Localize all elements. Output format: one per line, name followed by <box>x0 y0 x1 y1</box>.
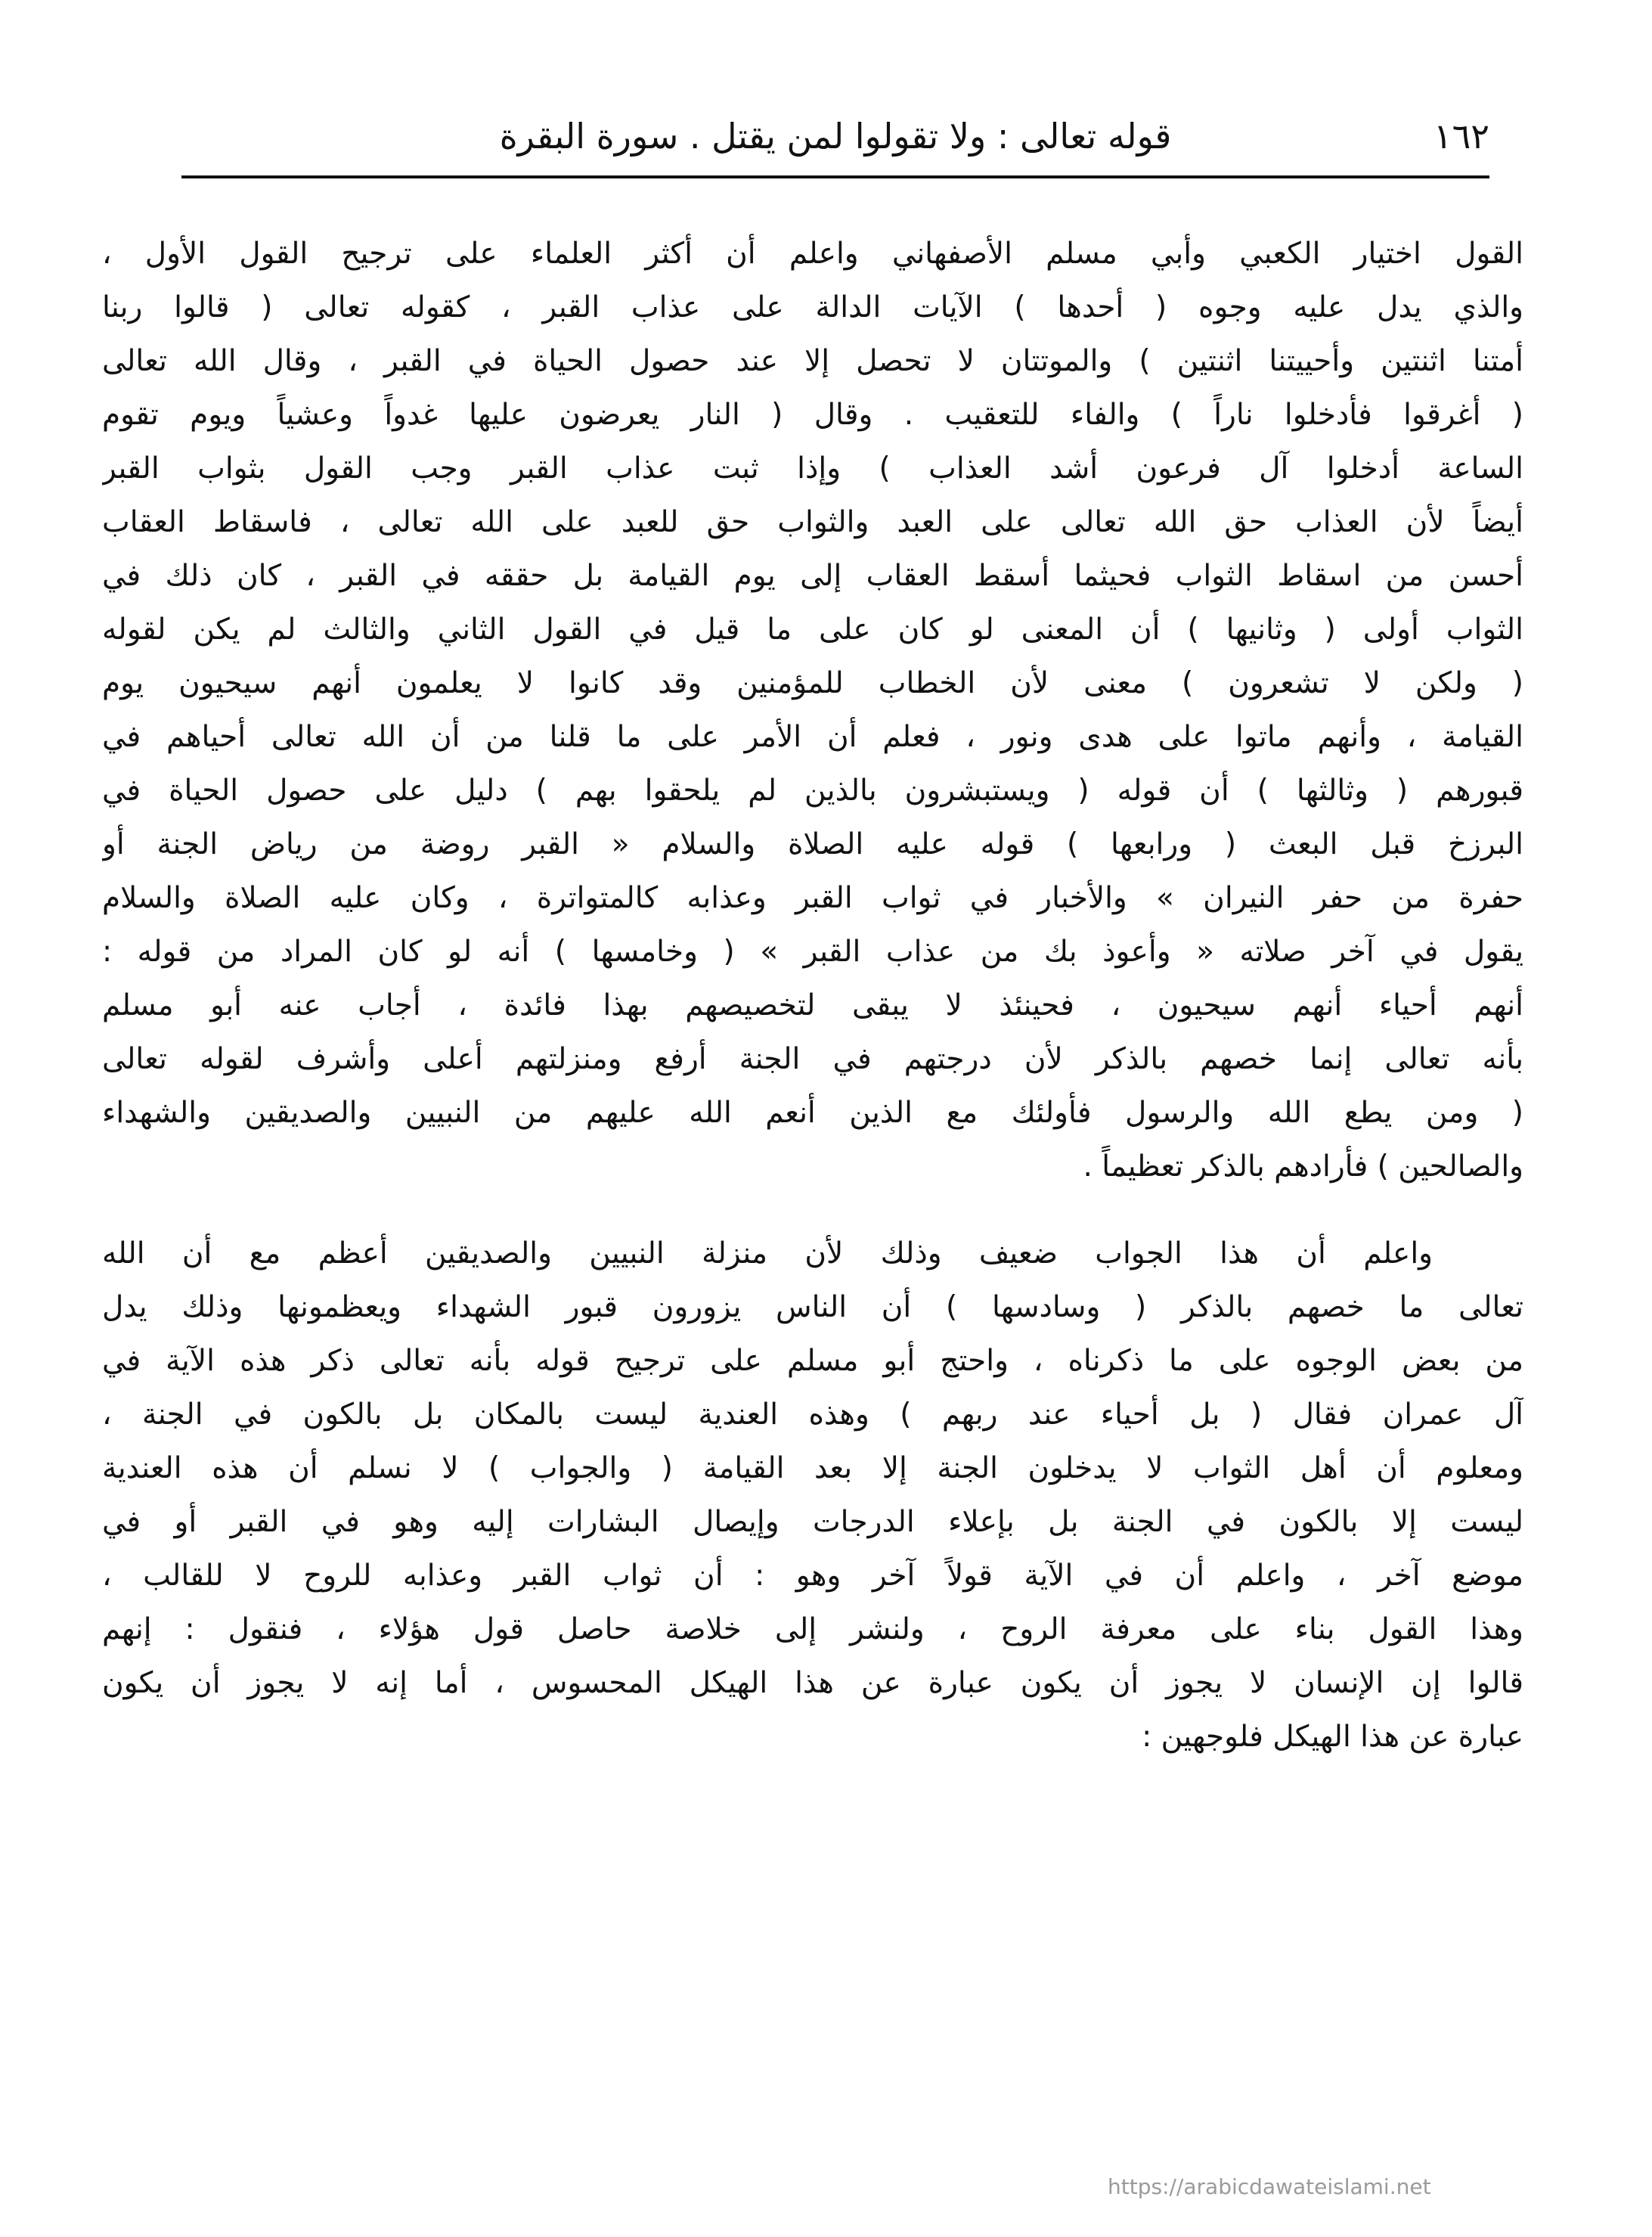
text-line: تعالى ما خصهم بالذكر ( وسادسها ) أن الناس يزورون قبور الشهداء ويعظمونها وذلك يدل <box>102 1290 1523 1324</box>
header-rule <box>181 175 1489 178</box>
text-line: والذي يدل عليه وجوه ( أحدها ) الآيات الدالة على عذاب القبر ، كقوله تعالى ( قالوا ربنا <box>102 290 1523 324</box>
text-line: ( ولكن لا تشعرون ) معنى لأن الخطاب للمؤمنين وقد كانوا لا يعلمون أنهم سيحيون يوم <box>102 666 1523 700</box>
text-line: ليست إلا بالكون في الجنة بل بإعلاء الدرجات وإيصال البشارات إليه وهو في القبر أو في <box>102 1505 1523 1539</box>
text-line: والصالحين ) فأرادهم بالذكر تعظيماً . <box>1083 1150 1523 1184</box>
text-line: أنهم أحياء أنهم سيحيون ، فحينئذ لا يبقى لتخصيصهم بهذا فائدة ، أجاب عنه أبو مسلم <box>102 988 1523 1022</box>
text-line: قبورهم ( وثالثها ) أن قوله ( ويستبشرون بالذين لم يلحقوا بهم ) دليل على حصول الحياة في <box>102 774 1523 808</box>
text-line: حفرة من حفر النيران » والأخبار في ثواب القبر وعذابه كالمتواترة ، وكان عليه الصلاة والسلام <box>102 881 1523 915</box>
watermark-url: https://arabicdawateislami.net <box>1108 2174 1431 2199</box>
text-line: يقول في آخر صلاته « وأعوذ بك من عذاب القبر » ( وخامسها ) أنه لو كان المراد من قوله : <box>102 935 1523 969</box>
body-text <box>102 227 1523 1764</box>
text-line: القول اختيار الكعبي وأبي مسلم الأصفهاني واعلم أن أكثر العلماء على ترجيح القول الأول ، <box>102 237 1523 271</box>
text-line: الساعة أدخلوا آل فرعون أشد العذاب ) وإذا ثبت عذاب القبر وجب القول بثواب القبر <box>102 451 1523 486</box>
page-number: ١٦٢ <box>1433 116 1489 157</box>
text-line: أيضاً لأن العذاب حق الله تعالى على العبد والثواب حق للعبد على الله تعالى ، فاسقاط العقاب <box>102 505 1523 539</box>
text-line: ( أغرقوا فأدخلوا ناراً ) والفاء للتعقيب . وقال ( النار يعرضون عليها غدواً وعشياً ويوم تقوم <box>102 398 1523 432</box>
text-line: ( ومن يطع الله والرسول فأولئك مع الذين أنعم الله عليهم من النبيين والصديقين والشهداء <box>102 1096 1523 1130</box>
text-line: الثواب أولى ( وثانيها ) أن المعنى لو كان على ما قيل في القول الثاني والثالث لم يكن لقوله <box>102 613 1523 647</box>
text-line: بأنه تعالى إنما خصهم بالذكر لأن درجتهم في الجنة أرفع ومنزلتهم أعلى وأشرف لقوله تعالى <box>102 1042 1523 1076</box>
text-line: أمتنا اثنتين وأحييتنا اثنتين ) والموتتان لا تحصل إلا عند حصول الحياة في القبر ، وقال الله تعالى <box>102 344 1523 378</box>
text-line: القيامة ، وأنهم ماتوا على هدى ونور ، فعلم أن الأمر على ما قلنا من أن الله تعالى أحياهم في <box>102 720 1523 754</box>
text-line: ومعلوم أن أهل الثواب لا يدخلون الجنة إلا بعد القيامة ( والجواب ) لا نسلم أن هذه العندية <box>102 1451 1523 1485</box>
text-line: البرزخ قبل البعث ( ورابعها ) قوله عليه الصلاة والسلام « القبر روضة من رياض الجنة أو <box>102 827 1523 861</box>
text-line: آل عمران فقال ( بل أحياء عند ربهم ) وهذه العندية ليست بالمكان بل بالكون في الجنة ، <box>102 1398 1523 1432</box>
text-line: أحسن من اسقاط الثواب فحيثما أسقط العقاب إلى يوم القيامة بل حققه في القبر ، كان ذلك في <box>102 559 1523 593</box>
text-line: قالوا إن الإنسان لا يجوز أن يكون عبارة عن هذا الهيكل المحسوس ، أما إنه لا يجوز أن يكون <box>102 1666 1523 1700</box>
paragraph-gap <box>102 1193 1523 1227</box>
text-line: موضع آخر ، واعلم أن في الآية قولاً آخر وهو : أن ثواب القبر وعذابه للروح لا للقالب ، <box>102 1559 1523 1593</box>
text-line: من بعض الوجوه على ما ذكرناه ، واحتج أبو مسلم على ترجيح قوله بأنه تعالى ذكر هذه الآية في <box>102 1344 1523 1378</box>
paragraph-1 <box>102 227 1523 1193</box>
text-line: وهذا القول بناء على معرفة الروح ، ولنشر إلى خلاصة حاصل قول هؤلاء ، فنقول : إنهم <box>102 1612 1523 1646</box>
text-line: واعلم أن هذا الجواب ضعيف وذلك لأن منزلة النبيين والصديقين أعظم مع أن الله <box>102 1236 1433 1271</box>
text-line: عبارة عن هذا الهيكل فلوجهين : <box>1142 1720 1523 1754</box>
paragraph-2 <box>102 1227 1523 1764</box>
page-header <box>181 110 1489 163</box>
running-title: قوله تعالى : ولا تقولوا لمن يقتل . سورة البقرة <box>499 116 1172 157</box>
